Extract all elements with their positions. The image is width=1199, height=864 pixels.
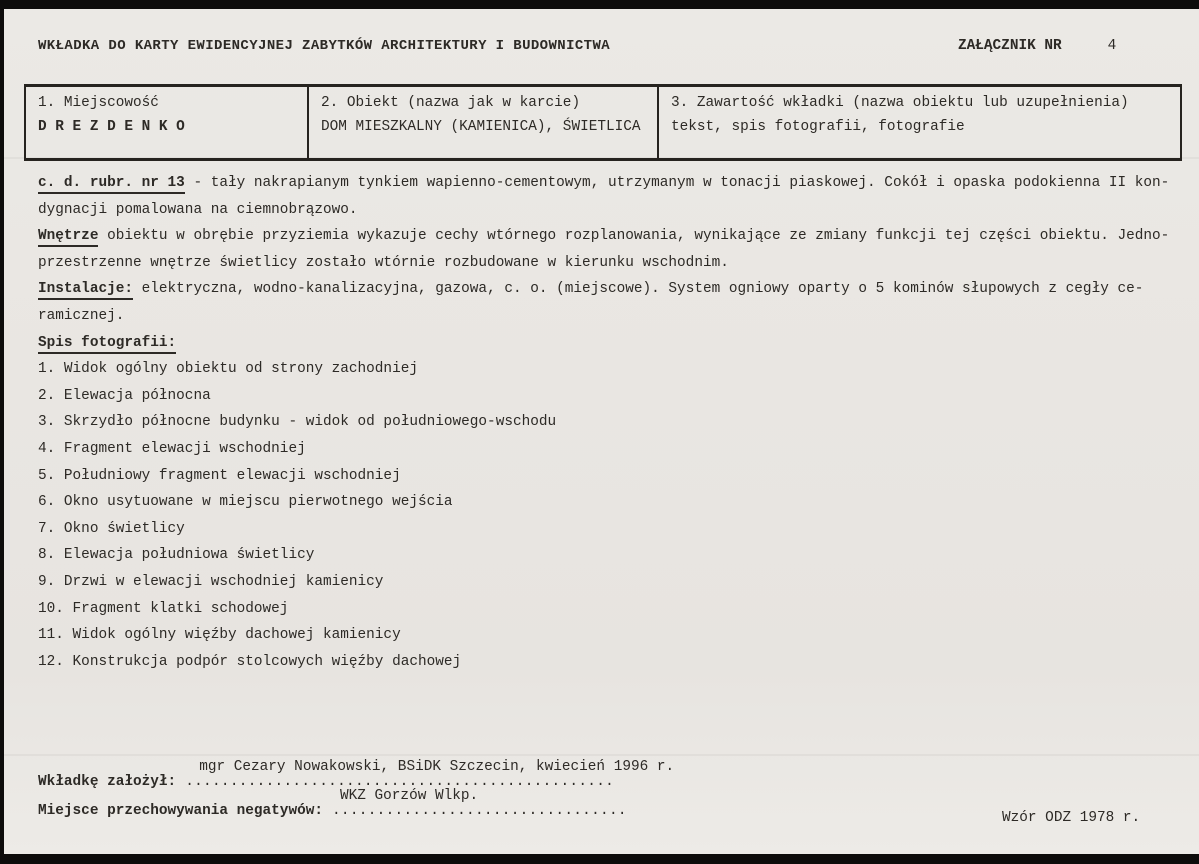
body-line bbox=[38, 223, 1178, 250]
contents-label: 3. Zawartość wkładki (nazwa obiektu lub uzupełnienia) bbox=[671, 95, 1129, 111]
info-table bbox=[24, 84, 1182, 161]
body-line-text: obiektu w obrębie przyziemia wykazuje cechy wtórnego rozplanowania, wynikające ze zmiany funkcji tej części obiektu. Jedno- bbox=[98, 228, 1170, 245]
photo-list-item: 9. Drzwi w elewacji wschodniej kamienicy bbox=[38, 573, 384, 590]
negatives-location-value: WKZ Gorzów Wlkp. bbox=[339, 788, 479, 804]
info-cell-locality bbox=[26, 87, 307, 158]
contents-value: tekst, spis fotografii, fotografie bbox=[671, 119, 965, 135]
body-line bbox=[38, 250, 1178, 277]
section-lead: c. d. rubr. nr 13 bbox=[38, 175, 185, 194]
founder-signature: mgr Cezary Nowakowski, BSiDK Szczecin, kwiecień 1996 r. bbox=[199, 759, 675, 775]
founder-row bbox=[38, 759, 675, 790]
info-cell-contents bbox=[657, 87, 1180, 158]
body-line-text: elektryczna, wodno-kanalizacyjna, gazowa, c. o. (miejscowe). System ogniowy oparty o 5 kominów słupowych z cegły ce- bbox=[133, 281, 1144, 298]
body-line bbox=[38, 170, 1178, 197]
photo-list-item: 7. Okno świetlicy bbox=[38, 520, 185, 537]
body-line bbox=[38, 276, 1178, 303]
object-label: 2. Obiekt (nazwa jak w karcie) bbox=[321, 95, 581, 111]
body-line bbox=[38, 330, 1178, 357]
info-cell-object bbox=[307, 87, 657, 158]
body-line-text: przestrzenne wnętrze świetlicy zostało wtórnie rozbudowane w kierunku wschodnim. bbox=[38, 254, 729, 271]
object-value: DOM MIESZKALNY (KAMIENICA), ŚWIETLICA bbox=[321, 119, 641, 135]
attachment-header bbox=[958, 38, 1116, 54]
locality-label: 1. Miejscowość bbox=[38, 95, 159, 111]
founder-label: Wkładkę założył: bbox=[38, 774, 177, 790]
template-note: Wzór ODZ 1978 r. bbox=[1002, 810, 1141, 826]
dotted-line: ................................................ bbox=[185, 774, 615, 790]
photo-list-item: 12. Konstrukcja podpór stolcowych więźby dachowej bbox=[38, 653, 462, 670]
body-line bbox=[38, 303, 1178, 330]
section-lead: Wnętrze bbox=[38, 228, 98, 247]
photo-list-item: 10. Fragment klatki schodowej bbox=[38, 600, 289, 617]
page-title: WKŁADKA DO KARTY EWIDENCYJNEJ ZABYTKÓW ARCHITEKTURY I BUDOWNICTWA bbox=[38, 38, 611, 54]
photo-list-item: 8. Elewacja południowa świetlicy bbox=[38, 547, 315, 564]
locality-value: D R E Z D E N K O bbox=[38, 119, 185, 135]
section-lead: Instalacje: bbox=[38, 281, 133, 300]
photo-list-item: 3. Skrzydło północne budynku - widok od południowego-wschodu bbox=[38, 414, 557, 431]
body-line-text: - tały nakrapianym tynkiem wapienno-cementowym, utrzymanym w tonacji piaskowej. Cokół i opaska podokienna II kon- bbox=[184, 175, 1170, 191]
photo-list-item: 5. Południowy fragment elewacji wschodniej bbox=[38, 467, 401, 484]
negatives-label: Miejsce przechowywania negatywów: bbox=[38, 803, 323, 819]
section-lead: Spis fotografii: bbox=[38, 335, 176, 354]
photo-list-item: 6. Okno usytuowane w miejscu pierwotnego wejścia bbox=[38, 494, 453, 511]
negatives-dotted-line bbox=[331, 788, 627, 819]
photo-list-item: 1. Widok ogólny obiektu od strony zachodniej bbox=[38, 361, 418, 378]
body-text bbox=[38, 170, 1178, 675]
body-line-text: ramicznej. bbox=[38, 307, 125, 324]
photo-list-item: 4. Fragment elewacji wschodniej bbox=[38, 440, 306, 457]
body-line-text: dygnacji pomalowana na ciemnobrązowo. bbox=[38, 201, 358, 218]
attachment-number: 4 bbox=[1107, 38, 1117, 54]
photo-list-item: 2. Elewacja północna bbox=[38, 387, 211, 404]
photo-list-item: 11. Widok ogólny więźby dachowej kamienicy bbox=[38, 627, 401, 644]
body-line bbox=[38, 197, 1178, 224]
attachment-label: ZAŁĄCZNIK NR bbox=[958, 38, 1062, 54]
negatives-row bbox=[38, 788, 627, 819]
dotted-line: ................................. bbox=[331, 803, 627, 819]
